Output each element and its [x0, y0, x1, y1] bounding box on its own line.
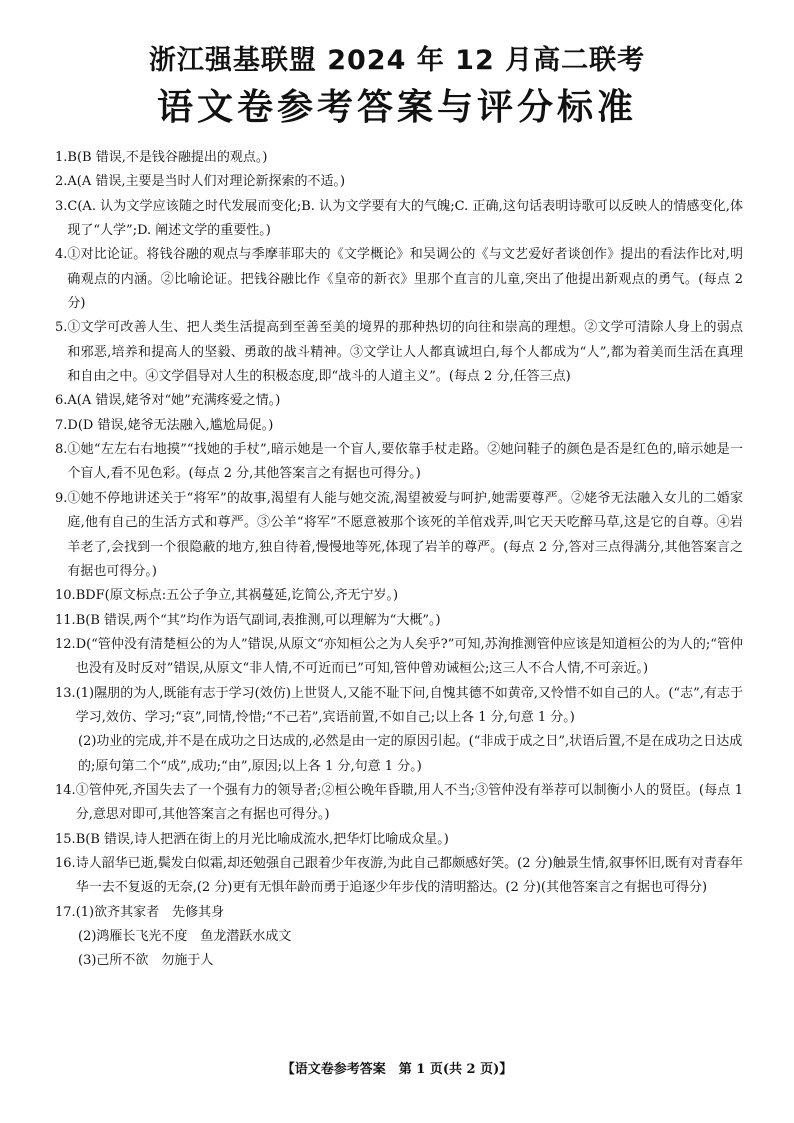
answer-number: 9. — [55, 490, 68, 506]
answer-16 — [55, 852, 743, 901]
answer-text: D(“管仲没有清楚桓公的为人”错误,从原文“亦知桓公之为人矣乎?”可知,苏洵推测管仲应该是知道桓公的为人的;“管仲也没有及时反对”错误,从原文“非人情,不可近而已”可知,管仲曾劝诫桓公;这三人不合人情,不可亲近。) — [75, 636, 743, 677]
answer-text: ①管仲死,齐国失去了一个强有力的领导者;②桓公晚年昏聩,用人不当;③管仲没有举荐可以制衡小人的贤臣。(每点 1 分,意思对即可,其他答案言之有据也可得分。) — [75, 782, 743, 823]
exam-title: 浙江强基联盟 2024 年 12 月高二联考 — [148, 45, 646, 76]
answer-number: 13. — [55, 685, 76, 701]
answer-number: 10. — [55, 588, 76, 604]
answer-6 — [55, 389, 743, 413]
answer-9 — [55, 487, 743, 584]
answer-text: ①她不停地讲述关于“将军”的故事,渴望有人能与她交流,渴望被爱与呵护,她需要尊严。②姥爷无法融入女儿的二婚家庭,他有自己的生活方式和尊严。③公羊“将军”不愿意被那个该死的羊倌戏弄,叫它天天吃醉马草,这是它的自尊。④岩羊老了,会找到一个很隐蔽的地方,独自待着,慢慢地等死,体现了岩羊的尊严。(每点 2 分,答对三点得满分,其他答案言之有据也可得分。) — [67, 490, 743, 579]
answer-17 — [55, 901, 743, 925]
answer-4 — [55, 243, 743, 316]
answer-number: 4. — [55, 247, 68, 263]
answer-3 — [55, 195, 743, 244]
answer-number: 7. — [55, 417, 68, 433]
answer-13-part-2: (2)功业的完成,并不是在成功之日达成的,必然是由一定的原因引起。(“非成于成之日”,状语后置,不是在成功之日达成的;原句第二个“成”,成功;“由”,原因;以上各 1 分,句意 1 分。) — [78, 734, 743, 774]
answer-number: 12. — [55, 636, 76, 652]
answer-number: 16. — [55, 855, 76, 871]
answer-text: ①对比论证。将钱谷融的观点与季摩菲耶夫的《文学概论》和吴调公的《与文艺爱好者谈创作》提出的看法作比对,明确观点的内涵。②比喻论证。把钱谷融比作《皇帝的新衣》里那个直言的儿童,突出了他提出新观点的勇气。(每点 2 分) — [67, 247, 743, 312]
page-footer: 【语文卷参考答案 第 1 页(共 2 页)】 — [281, 1062, 513, 1077]
answer-number: 1. — [55, 150, 68, 165]
answer-number: 14. — [55, 782, 76, 798]
answer-10 — [55, 584, 743, 608]
answer-17-part-2: (2)鸿雁长飞光不度 鱼龙潜跃水成文 — [78, 929, 292, 944]
answer-text: B(B 错误,两个“其”均作为语气副词,表推测,可以理解为“大概”。) — [75, 612, 441, 628]
answer-number: 6. — [55, 393, 68, 409]
answer-text: (1)欲齐其家者 先修其身 — [75, 904, 225, 920]
answer-number: 15. — [55, 831, 76, 847]
answer-text: ①她“左左右右地摸”“找她的手杖”,暗示她是一个盲人,要依靠手杖走路。②她问鞋子的颜色是否是红色的,暗示她是一个盲人,看不见色彩。(每点 2 分,其他答案言之有据也可得分。) — [67, 442, 743, 482]
answer-text: C(A. 认为文学应该随之时代发展而变化;B. 认为文学要有大的气魄;C. 正确,这句话表明诗歌可以反映人的情感变化,体现了“人学”;D. 阐述文学的重要性。) — [67, 198, 743, 239]
answer-text: 诗人韶华已逝,鬓发白似霜,却还勉强自己跟着少年夜游,为此自己都颇感好笑。(2 分)触景生情,叙事怀旧,既有对青春年华一去不复返的无奈,(2 分)更有无惧年龄而勇于追逐少年步伐的清明豁达。(2 分)(其他答案言之有据也可得分) — [75, 855, 743, 896]
answer-number: 2. — [55, 174, 68, 190]
answer-number: 11. — [55, 612, 76, 628]
answer-11 — [55, 609, 743, 633]
answer-text: ①文学可改善人生、把人类生活提高到至善至美的境界的那种热切的向往和崇高的理想。②文学可清除人身上的弱点和邪恶,培养和提高人的坚毅、勇敢的战斗精神。③文学让人人都真诚坦白,每个人都成为“人”,都为着美而生活在真理和自由之中。④文学倡导对人生的积极态度,即“战斗的人道主义”。(每点 2 分,任答三点) — [67, 320, 743, 385]
answer-2 — [55, 170, 743, 194]
answer-7 — [55, 414, 743, 438]
answer-1 — [55, 146, 743, 170]
answer-text: D(D 错误,姥爷无法融入,尴尬局促。) — [67, 417, 274, 433]
answer-text: B(B 错误,不是钱谷融提出的观点。) — [67, 150, 268, 165]
answer-12 — [55, 633, 743, 682]
answer-text: (1)隰朋的为人,既能有志于学习(效仿)上世贤人,又能不耻下问,自愧其德不如黄帝,又怜惜不如自己的人。(“志”,有志于学习,效仿、学习;“哀”,同情,怜惜;“不己若”,宾语前置,不如自己;以上各 1 分,句意 1 分。) — [75, 685, 743, 725]
answer-text: BDF(原文标点:五公子争立,其祸蔓延,讫简公,齐无宁岁。) — [75, 588, 399, 604]
answer-17-part-3: (3)己所不欲 勿施于人 — [78, 953, 214, 969]
answer-number: 5. — [55, 320, 68, 336]
answer-number: 8. — [55, 442, 68, 458]
answer-5 — [55, 316, 743, 389]
answer-text: A(A 错误,主要是当时人们对理论新探索的不适。) — [67, 174, 346, 190]
answer-14 — [55, 779, 743, 828]
answer-list — [55, 146, 743, 974]
answer-number: 17. — [55, 904, 76, 920]
answer-number: 3. — [55, 198, 68, 214]
answer-15 — [55, 828, 743, 852]
answer-13 — [55, 682, 743, 731]
answer-8 — [55, 438, 743, 487]
document-title: 语文卷参考答案与评分标准 — [156, 87, 637, 128]
answer-text: A(A 错误,姥爷对“她”充满疼爱之情。) — [67, 393, 281, 409]
answer-text: B(B 错误,诗人把洒在街上的月光比喻成流水,把华灯比喻成众星。) — [75, 831, 449, 847]
